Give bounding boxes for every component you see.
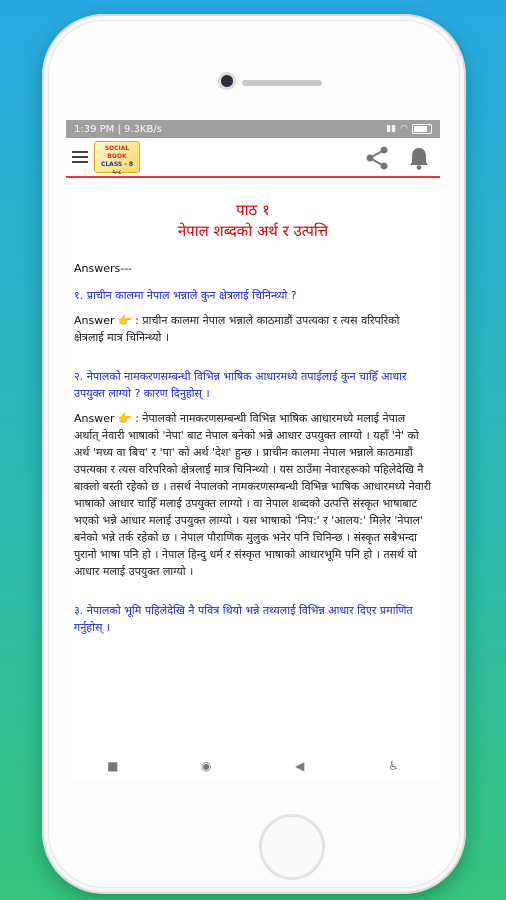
lesson-content bbox=[66, 178, 440, 636]
answer-1 bbox=[74, 312, 432, 346]
app-logo bbox=[94, 141, 140, 176]
status-icons bbox=[386, 124, 432, 134]
question-3: ३. नेपालको भूमि पहिलेदेखि नै पवित्र थियो भन्ने तथ्यलाई विभिन्न आधार दिएर प्रमाणित गर्नुहोस् । bbox=[74, 604, 413, 634]
question-2: २. नेपालको नामकरणसम्बन्धी विभिन्न भाषिक आधारमध्ये तपाईलाई कुन चाहिँ आधार उपयुक्त लाग्यो ? कारण दिनुहोस् । bbox=[74, 370, 407, 400]
wifi-icon: ◠ bbox=[400, 124, 408, 134]
answers-heading: Answers--- bbox=[74, 262, 133, 275]
battery-icon bbox=[412, 124, 432, 134]
answer-text: : प्राचीन कालमा नेपाल भन्नाले काठमाडौं उपत्यका र त्यस वरिपरिको क्षेत्रलाई मात्र चिनिन्थ्यो । bbox=[74, 314, 400, 344]
answer-label: Answer bbox=[74, 412, 115, 425]
answer-2 bbox=[74, 410, 432, 580]
status-bar bbox=[66, 120, 440, 138]
logo-line3: ५-८ bbox=[112, 169, 122, 176]
lesson-title: नेपाल शब्दको अर्थ र उत्पत्ति bbox=[177, 222, 329, 240]
home-button[interactable] bbox=[259, 814, 325, 880]
lesson-header bbox=[74, 200, 432, 242]
answer-text: : नेपालको नामकरणसम्बन्धी विभिन्न भाषिक आधारमध्ये मलाई नेपाल अर्थात् नेवारी भाषाको 'नेपा' बाट नेपाल बनेको भन्ने आधार उपयुक्त लाग्यो । यहाँ 'ने' को अर्थ 'मध्य वा बिच' र 'पा' को अर्थ 'देश' हुन्छ । प्राचीन कालमा नेपाल भन्नाले काठमाडौं उपत्यका र त्यस वरिपरिको क्षेत्रलाई मात्र चिनिन्थ्यो । यस ठाउँमा नेवारहरूको पहिलेदेखि नै बाक्लो बस्ती रहेको छ । तसर्थ नेपालको नामकरणसम्बन्धी विभिन्न भाषिक आधारमध्ये नेवारी भाषाको आधार चाहिँ मलाई उपयुक्त लाग्यो । वा नेपाल शब्दको उत्पत्ति संस्कृत भाषाबाट भएको भन्ने आधार मलाई उपयुक्त लाग्यो । यस भाषाको 'निप:' र 'आलय:' मिलेर 'नेपाल' बनेको भन्ने तर्क रहेको छ । नेपाल पौराणिक मुलुक भनेर पनि चिनिन्छ । संस्कृत सबैभन्दा पुरानो भाषा पनि हो । नेपाल हिन्दु धर्म र संस्कृत भाषाको आधारभूमि पनि हो । तसर्थ यो आधार मलाई उपयुक्त लाग्यो । bbox=[74, 412, 432, 578]
pointing-hand-icon: 👉 bbox=[118, 314, 132, 327]
front-camera bbox=[221, 75, 233, 87]
back-icon[interactable]: ◀ bbox=[295, 759, 305, 773]
logo-line1: SOCIAL BOOK bbox=[104, 145, 130, 160]
hamburger-menu-icon[interactable] bbox=[72, 151, 88, 163]
answer-label: Answer bbox=[74, 314, 115, 327]
home-nav-icon[interactable]: ◉ bbox=[201, 759, 212, 773]
lesson-number: पाठ १ bbox=[236, 201, 270, 219]
logo-line2: CLASS - 8 bbox=[100, 161, 134, 168]
phone-screen bbox=[66, 120, 440, 780]
accessibility-icon[interactable]: ♿ bbox=[387, 759, 399, 773]
android-nav-bar bbox=[66, 752, 440, 780]
status-time-speed: 1:39 PM | 9.3KB/s bbox=[74, 123, 162, 135]
signal-icon: ▮▮ bbox=[386, 124, 397, 134]
earpiece-speaker bbox=[242, 80, 322, 86]
app-bar bbox=[66, 138, 440, 178]
question-1: १. प्राचीन कालमा नेपाल भन्नाले कुन क्षेत्रलाई चिनिन्थ्यो ? bbox=[74, 289, 297, 302]
bell-icon[interactable] bbox=[408, 146, 430, 170]
share-icon[interactable] bbox=[364, 146, 390, 170]
recent-apps-icon[interactable]: ■ bbox=[107, 759, 119, 773]
pointing-hand-icon: 👉 bbox=[118, 412, 132, 425]
